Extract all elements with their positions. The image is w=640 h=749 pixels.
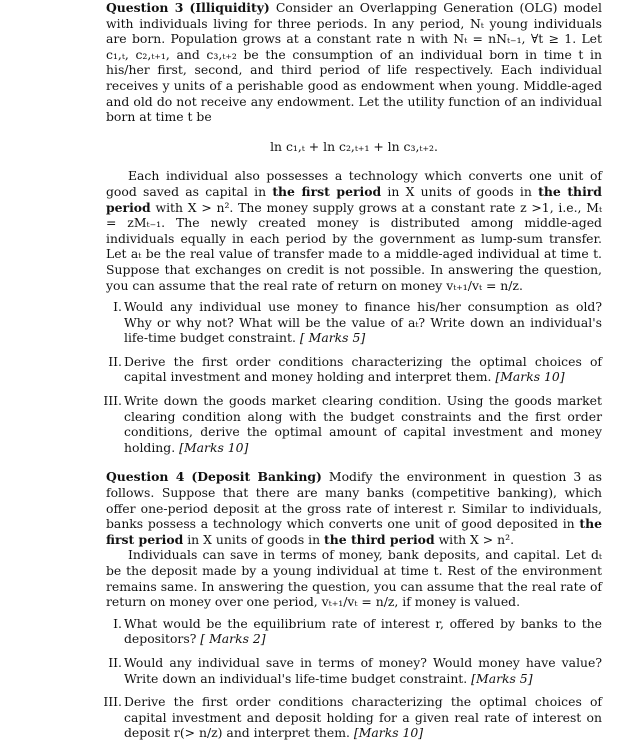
q4-label: Question 4 [106, 469, 185, 485]
q4-intro-text-c: in X units of goods in [187, 531, 321, 547]
q4-intro-paragraph [106, 469, 602, 547]
q3-item-3-text: Write down the goods market clearing condition. Using the goods market clearing condition along with the budget constraints and the first order conditions, derive the optimal amount of capital investment and money holding. [124, 393, 602, 455]
q4-item-2-text: Would any individual save in terms of money? Would money have value? Write down an individual's life-time budget constraint. [124, 654, 602, 686]
q3-intro-text: Consider an Overlapping Generation (OLG) model with individuals living for three periods. In any period, Nₜ young individuals are born. Population grows at a constant rate n with Nₜ = nNₜ₋₁, ∀t ≥ 1. Let c₁,ₜ, c₂,ₜ₊₁, and c₃,ₜ₊₂ be the consumption of an individual born in time t in his/her first, second, and third period of life respectively. Each individual receives y units of a perishable good as endowment when young. Middle-aged and old do not receive any endowment. Let the utility function of an individual born at time t be [106, 0, 602, 125]
q3-item-2 [106, 354, 602, 385]
q4-item-3-text: Derive the first order conditions characterizing the optimal choices of capital investment and deposit holding for a given real rate of interest on deposit r(> n/z) and interpret them. [124, 694, 602, 741]
q3-item-2-marks: [Marks 10] [495, 369, 565, 385]
q3-para2-text-a: Each individual also possesses a technology which converts one unit of good saved as capital in [106, 168, 602, 199]
q4-item-1-number: I. [113, 615, 122, 631]
q4-item-2-marks: [Marks 5] [471, 670, 533, 686]
document-page [103, 0, 602, 749]
q3-item-3-marks: [Marks 10] [179, 439, 249, 455]
q4-item-3-marks: [Marks 10] [353, 725, 424, 741]
q3-utility-formula: ln c₁,ₜ + ln c₂,ₜ₊₁ + ln c₃,ₜ₊₂. [270, 138, 438, 154]
q3-item-1-marks: [ Marks 5] [299, 330, 366, 346]
q3-item-3-number: III. [103, 393, 122, 409]
q4-title: (Deposit Banking) [191, 469, 322, 485]
q4-item-2-number: II. [108, 654, 122, 670]
q4-intro-bold-third-period: the third period [324, 531, 435, 547]
q3-item-1-text: Would any individual use money to finance his/her consumption as old? Why or why not? What will be the value of aₜ? Write down an individual's life-time budget constraint. [124, 299, 602, 346]
q4-item-1 [106, 616, 602, 647]
q4-item-2 [106, 655, 602, 686]
q4-item-1-text: What would be the equilibrium rate of interest r, offered by banks to the depositors? [124, 615, 602, 647]
q3-subquestions [103, 299, 602, 455]
q3-para2-bold-third-period: the third period [106, 183, 602, 215]
q3-para2-text-d: with X > n². The money supply grows at a constant rate z >1, i.e., Mₜ = zMₜ₋₁. The newly created money is distributed among middle-aged individuals equally in each period by the government as lump-sum transfer. Let aₜ be the real value of transfer made to a middle-aged individual at time t. Suppose that exchanges on credit is not possible. In answering the question, you can assume that the real rate of return on money vₜ₊₁/vₜ = n/z. [106, 199, 602, 293]
q3-title: (Illiquidity) [189, 0, 270, 15]
q4-savings-paragraph: Individuals can save in terms of money, bank deposits, and capital. Let dₜ be the deposit made by a young individual at time t. Rest of the environment remains same. In answering the question, you can assume that the real rate of return on money over one period, vₜ₊₁/vₜ = n/z, if money is valued. [106, 547, 602, 610]
q4-item-3 [103, 694, 602, 741]
q3-item-2-number: II. [108, 353, 122, 369]
q3-item-3 [103, 393, 602, 455]
q4-intro-text-a: Modify the environment in question 3 as follows. Suppose that there are many banks (competitive banking), which offer one-period deposit at the gross rate of interest r. Similar to individuals, banks possess a technology which converts one unit of good deposited in [106, 469, 602, 532]
q4-intro-bold-first-period: the first period [106, 516, 602, 547]
q3-para2-text-c: in X units of goods in [387, 183, 532, 199]
q4-intro-text-d: with X > n². [438, 531, 515, 547]
q3-para2-bold-first-period: the first period [272, 183, 382, 199]
q3-technology-paragraph [106, 168, 602, 293]
q4-subquestions [103, 615, 602, 741]
q4-item-1-marks: [ Marks 2] [200, 631, 266, 647]
q3-intro-paragraph [106, 0, 602, 125]
q3-item-1-number: I. [113, 299, 122, 315]
q3-item-2-text: Derive the first order conditions characterizing the optimal choices of capital investment and money holding and interpret them. [124, 353, 602, 385]
q4-item-3-number: III. [103, 694, 122, 710]
q3-item-1 [106, 299, 602, 346]
q3-label: Question 3 [106, 0, 184, 15]
